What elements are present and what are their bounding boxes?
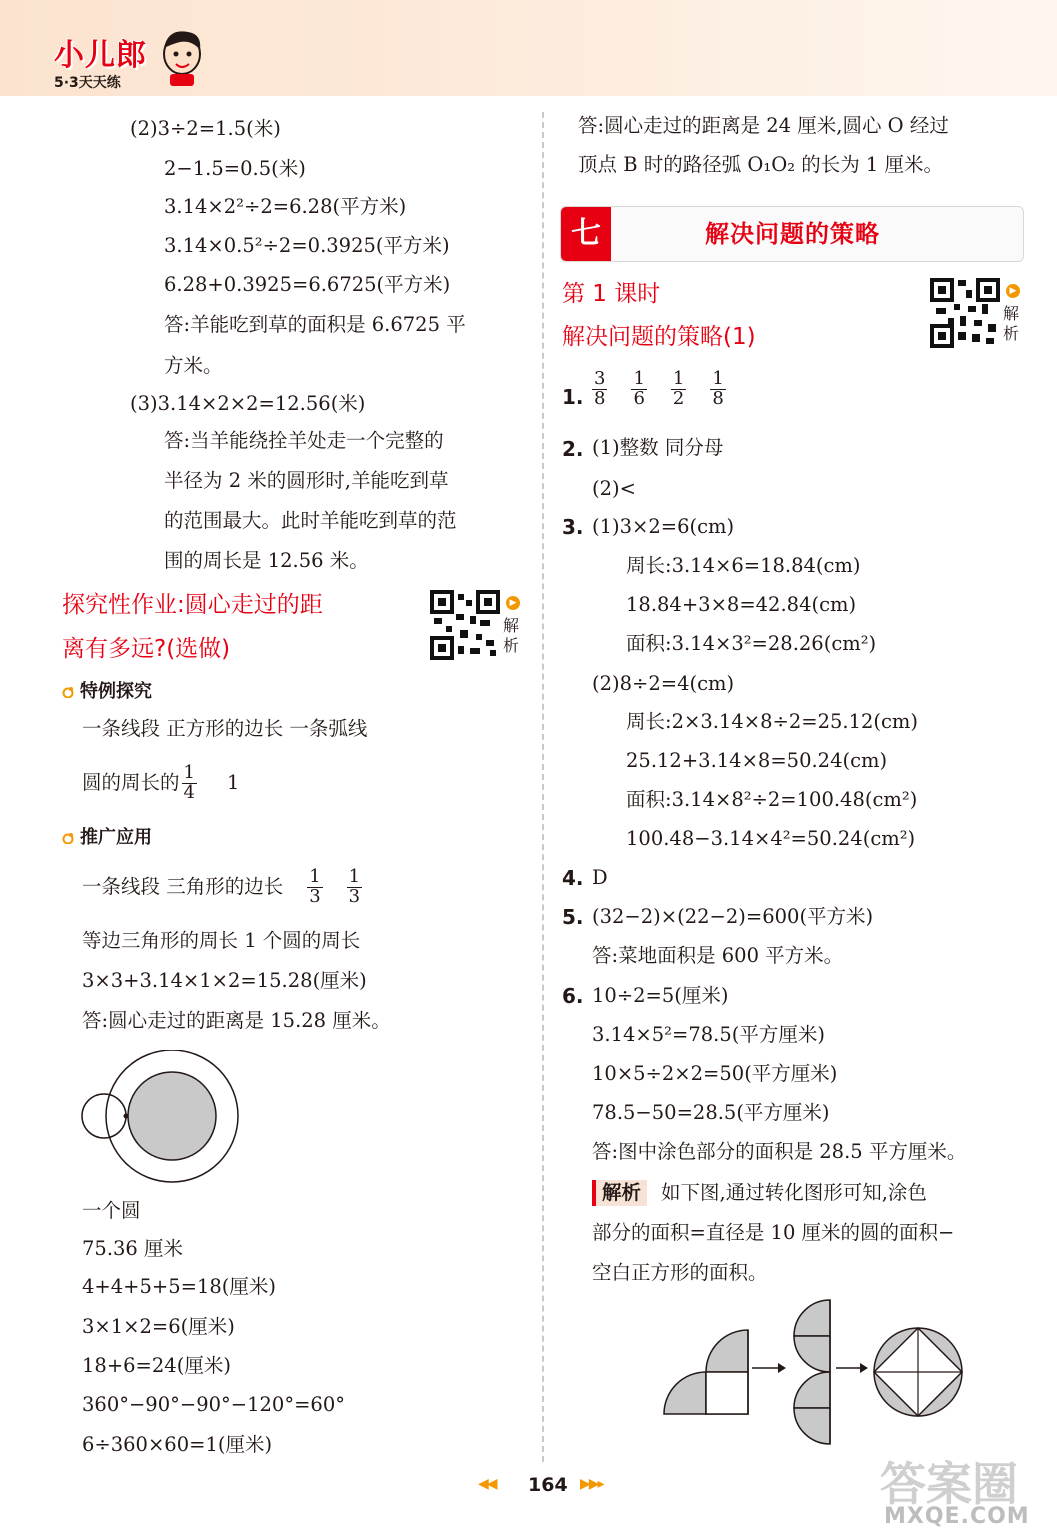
answer-line: 25.12+3.14×8=50.24(cm) <box>626 749 888 772</box>
fraction <box>592 370 607 409</box>
question-number: 2. <box>562 437 584 461</box>
answer-line: (2)8÷2=4(cm) <box>592 672 735 695</box>
answer-line: D <box>592 866 608 889</box>
answer-line: (2)< <box>592 477 636 500</box>
answer-line: 2−1.5=0.5(米) <box>164 157 306 180</box>
numerator: 1 <box>183 762 195 783</box>
answer-line: 半径为 2 米的圆形时,羊能吃到草 <box>164 469 449 492</box>
denominator: 8 <box>594 387 606 409</box>
answer-line: 6.28+0.3925=6.6725(平方米) <box>164 273 451 296</box>
qr-label: 解析 <box>1003 304 1020 343</box>
answer-line: 的范围最大。此时羊能吃到草的范 <box>164 509 457 532</box>
answer-line: 10×5÷2×2=50(平方厘米) <box>592 1062 838 1085</box>
qr-code-icon[interactable] <box>930 278 1000 348</box>
numerator: 3 <box>594 368 606 389</box>
fraction <box>710 370 725 409</box>
answer-line: 10÷2=5(厘米) <box>592 984 729 1007</box>
answer-line: 75.36 厘米 <box>82 1237 184 1260</box>
fraction <box>307 868 322 907</box>
qr-code-icon[interactable] <box>430 590 500 660</box>
logo-title: 小儿郎 <box>54 38 147 73</box>
chapter-number: 七 <box>561 207 611 261</box>
answer-line: 答:图中涂色部分的面积是 28.5 平方厘米。 <box>592 1140 967 1163</box>
analysis-tag: 解析 <box>592 1180 647 1206</box>
fraction <box>671 370 686 409</box>
lesson-label: 第 1 课时 <box>562 281 661 307</box>
answer-line: 方米。 <box>164 354 223 377</box>
answer-line: 360°−90°−90°−120°=60° <box>82 1393 345 1416</box>
denominator: 3 <box>309 885 321 907</box>
fraction-list <box>590 370 748 409</box>
answer-line: 18.84+3×8=42.84(cm) <box>626 593 857 616</box>
section-title: 探究性作业:圆心走过的距 <box>62 592 323 618</box>
qr-label: 解析 <box>503 616 520 655</box>
numerator: 1 <box>712 368 724 389</box>
answer-line: 答:菜地面积是 600 平方米。 <box>592 944 844 967</box>
play-icon[interactable]: ▶ <box>1006 284 1020 298</box>
page-number: 164 <box>528 1474 568 1496</box>
answer-line-fraction <box>82 764 239 803</box>
answer-line: 顶点 B 时的路径弧 O₁O₂ 的长为 1 厘米。 <box>578 153 944 176</box>
lesson-title: 解决问题的策略(1) <box>562 324 756 350</box>
answer-line: 3×1×2=6(厘米) <box>82 1315 235 1338</box>
numerator: 1 <box>348 866 361 887</box>
column-divider <box>542 112 544 1462</box>
text: 一条线段 三角形的边长 <box>82 874 284 898</box>
answer-line: (2)3÷2=1.5(米) <box>130 117 281 140</box>
question-number: 6. <box>562 984 584 1008</box>
next-arrows-icon: ▶▶▸ <box>580 1476 603 1492</box>
answer-line: 答:当羊能绕拴羊处走一个完整的 <box>164 429 444 452</box>
fraction <box>182 764 197 803</box>
analysis-line <box>592 1180 927 1206</box>
chapter-title: 解决问题的策略 <box>705 220 880 248</box>
watermark-text: 答案圈 <box>880 1457 1018 1511</box>
chapter-header <box>560 206 1024 262</box>
answer-line: 3.14×2²÷2=6.28(平方米) <box>164 195 407 218</box>
numerator: 1 <box>309 866 321 887</box>
answer-line: 100.48−3.14×4²=50.24(cm²) <box>626 827 916 850</box>
page-footer <box>478 1472 638 1502</box>
answer-line-fraction <box>82 868 364 907</box>
answer-line: (3)3.14×2×2=12.56(米) <box>130 392 366 415</box>
text: 圆的周长的 <box>82 770 180 794</box>
play-icon[interactable]: ▶ <box>506 596 520 610</box>
answer-line: (1)3×2=6(cm) <box>592 515 735 538</box>
bullet-icon <box>62 832 74 844</box>
watermark-url: MXQE.COM <box>884 1504 1030 1529</box>
answer-line: 一个圆 <box>82 1199 141 1222</box>
question-number: 5. <box>562 905 584 929</box>
answer-line: 答:羊能吃到草的面积是 6.6725 平 <box>164 313 466 336</box>
answer-line: 78.5−50=28.5(平方厘米) <box>592 1101 830 1124</box>
logo-subtitle: 5·3天天练 <box>54 75 121 91</box>
denominator: 3 <box>348 885 361 907</box>
denominator: 6 <box>633 387 645 409</box>
answer-line: 3×3+3.14×1×2=15.28(厘米) <box>82 969 367 992</box>
answer-line: 6÷360×60=1(厘米) <box>82 1433 273 1456</box>
sub-heading: 推广应用 <box>80 827 152 848</box>
answer-line: 周长:2×3.14×8÷2=25.12(cm) <box>626 710 919 733</box>
sub-heading: 特例探究 <box>80 681 152 702</box>
analysis-line: 空白正方形的面积。 <box>592 1261 768 1284</box>
denominator: 8 <box>712 387 724 409</box>
question-number: 1. <box>562 385 584 409</box>
section-title: 离有多远?(选做) <box>62 636 231 662</box>
shape-transform-figure <box>660 1296 990 1448</box>
answer-line: 答:圆心走过的距离是 15.28 厘米。 <box>82 1009 391 1032</box>
brand-logo <box>48 24 208 94</box>
answer-line: 答:圆心走过的距离是 24 厘米,圆心 O 经过 <box>578 114 949 137</box>
denominator: 2 <box>672 387 685 409</box>
circle-rolling-figure <box>76 1050 246 1190</box>
mascot-boy-icon <box>158 24 206 88</box>
numerator: 1 <box>633 368 645 389</box>
answer-line: 面积:3.14×8²÷2=100.48(cm²) <box>626 788 918 811</box>
answer-line: 围的周长是 12.56 米。 <box>164 549 369 572</box>
answer-line: (32−2)×(22−2)=600(平方米) <box>592 905 874 928</box>
answer-line: 4+4+5+5=18(厘米) <box>82 1275 277 1298</box>
answer-line: 18+6=24(厘米) <box>82 1354 231 1377</box>
question-number: 4. <box>562 866 584 890</box>
answer-line: (1)整数 同分母 <box>592 436 724 459</box>
answer-line: 周长:3.14×6=18.84(cm) <box>626 554 861 577</box>
answer-line: 一条线段 正方形的边长 一条弧线 <box>82 717 368 740</box>
prev-arrows-icon: ◀◀ <box>478 1476 496 1492</box>
fraction <box>347 868 362 907</box>
numerator: 1 <box>672 368 685 389</box>
text: 1 <box>226 770 240 794</box>
answer-line: 等边三角形的周长 1 个圆的周长 <box>82 929 361 952</box>
watermark <box>880 1448 1050 1534</box>
denominator: 4 <box>183 781 195 803</box>
fraction <box>631 370 646 409</box>
answer-line: 面积:3.14×3²=28.26(cm²) <box>626 632 877 655</box>
text: 如下图,通过转化图形可知,涂色 <box>661 1181 927 1204</box>
analysis-line: 部分的面积=直径是 10 厘米的圆的面积− <box>592 1221 955 1244</box>
answer-line: 3.14×5²=78.5(平方厘米) <box>592 1023 825 1046</box>
bullet-icon <box>62 686 74 698</box>
answer-line: 3.14×0.5²÷2=0.3925(平方米) <box>164 234 450 257</box>
question-number: 3. <box>562 515 584 539</box>
